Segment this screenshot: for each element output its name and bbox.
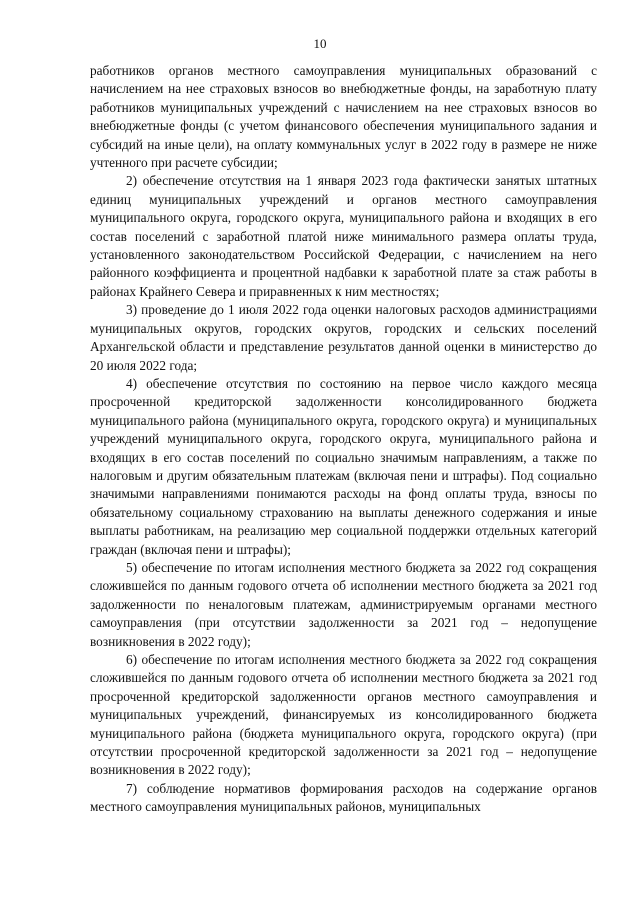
paragraph-item-6: 6) обеспечение по итогам исполнения местного бюджета за 2022 год сокращения сложившейся по данным годового отчета об исполнении местного бюджета за 2021 год просроченной кредиторской задолженности органов местного самоуправления и муниципальных учреждений, финансируемых из консолидированного бюджета муниципального района (бюджета муниципального округа, городского округа) (при отсутствии просроченной кредиторской задолженности за 2021 год – недопущение возникновения в 2022 году); (90, 652, 597, 778)
paragraph-continuation: работников органов местного самоуправления муниципальных образований с начислением на нее страховых взносов во внебюджетные фонды, на заработную плату работников муниципальных учреждений с начислением на нее страховых взносов во внебюджетные фонды (с учетом финансового обеспечения муниципального задания и субсидий на иные цели), на оплату коммунальных услуг в 2022 году в размере не ниже учтенного при расчете субсидии; (90, 63, 597, 171)
page-number: 10 (313, 36, 327, 51)
paragraph-item-7: 7) соблюдение нормативов формирования расходов на содержание органов местного самоуправления муниципальных районов, муниципальных (90, 780, 597, 815)
paragraph-item-5: 5) обеспечение по итогам исполнения местного бюджета за 2022 год сокращения сложившейся по данным годового отчета об исполнении местного бюджета за 2021 год задолженности по неналоговым платежам, администрируемым органами местного самоуправления (при отсутствии задолженности за 2021 год – недопущение возникновения в 2022 году); (90, 559, 597, 649)
paragraph-item-3: 3) проведение до 1 июля 2022 года оценки налоговых расходов администрациями муниципальных округов, городских округов, городских и сельских поселений Архангельской области и представление результатов данной оценки в министерство до 20 июля 2022 года; (90, 302, 597, 373)
document-body (90, 62, 597, 817)
paragraph-item-4: 4) обеспечение отсутствия по состоянию на первое число каждого месяца просроченной кредиторской задолженности консолидированного бюджета муниципального района (муниципального округа, городского округа) и муниципальных учреждений муниципального округа, городского округа, муниципального района и входящих в его состав поселений по социально значимым направлениям, а также по налоговым и другим обязательным платежам (включая пени и штрафы). Под социально значимыми направлениями понимаются расходы на фонд оплаты труда, взносы по обязательному социальному страхованию на выплаты денежного содержания и иные выплаты работникам, на реализацию мер социальной поддержки отдельных категорий граждан (включая пени и штрафы); (90, 375, 597, 557)
paragraph-item-2: 2) обеспечение отсутствия на 1 января 2023 года фактически занятых штатных единиц муниципальных учреждений и органов местного самоуправления муниципального округа, городского округа, муниципального района и входящих в его состав поселений с заработной платой ниже минимального размера оплаты труда, установленного законодательством Российской Федерации, с начислением на него районного коэффициента и процентной надбавки к заработной плате за стаж работы в районах Крайнего Севера и приравненных к ним местностях; (90, 173, 597, 299)
